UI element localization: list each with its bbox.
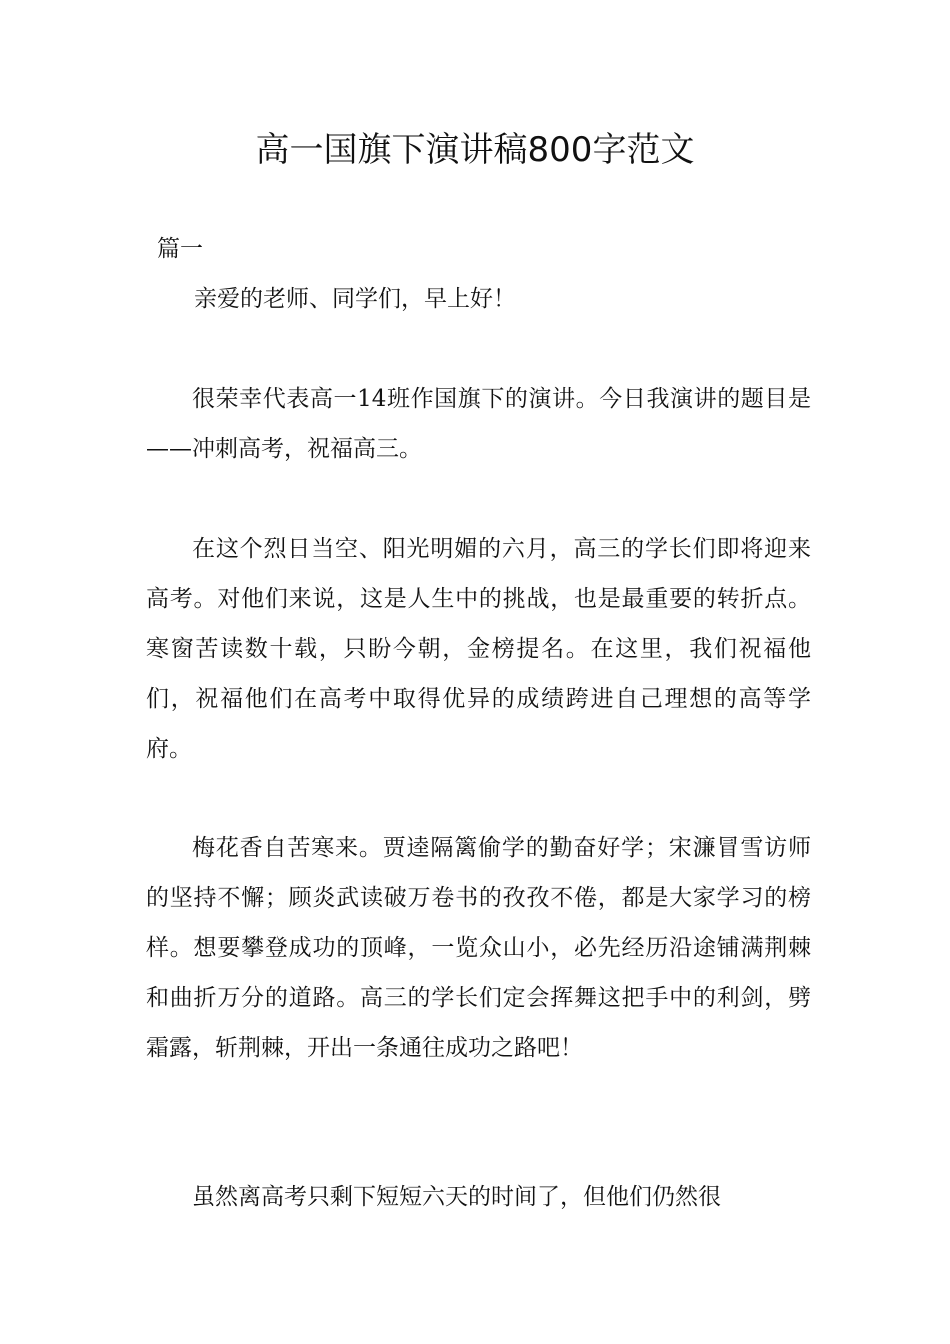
paragraph-2: 在这个烈日当空、阳光明媚的六月，高三的学长们即将迎来高考。对他们来说，这是人生中的挑战，也是最重要的转折点。寒窗苦读数十载，只盼今朝，金榜提名。在这里，我们祝福他们，祝福他们在高考中取得优异的成绩跨进自己理想的高等学府。: [146, 536, 811, 762]
section-label: 篇一: [157, 236, 203, 262]
paragraph-4: 虽然离高考只剩下短短六天的时间了，但他们仍然很: [192, 1184, 721, 1210]
greeting-line: 亲爱的老师、同学们，早上好！: [194, 286, 516, 312]
document-title: 高一国旗下演讲稿800字范文: [255, 130, 695, 170]
paragraph-1: 很荣幸代表高一14班作国旗下的演讲。今日我演讲的题目是——冲刺高考，祝福高三。: [146, 386, 811, 462]
paragraph-3: 梅花香自苦寒来。贾逵隔篱偷学的勤奋好学；宋濂冒雪访师的坚持不懈；顾炎武读破万卷书的孜孜不倦，都是大家学习的榜样。想要攀登成功的顶峰，一览众山小，必先经历沿途铺满荆棘和曲折万分的道路。高三的学长们定会挥舞这把手中的利剑，劈霜露，斩荆棘，开出一条通往成功之路吧！: [146, 835, 811, 1061]
